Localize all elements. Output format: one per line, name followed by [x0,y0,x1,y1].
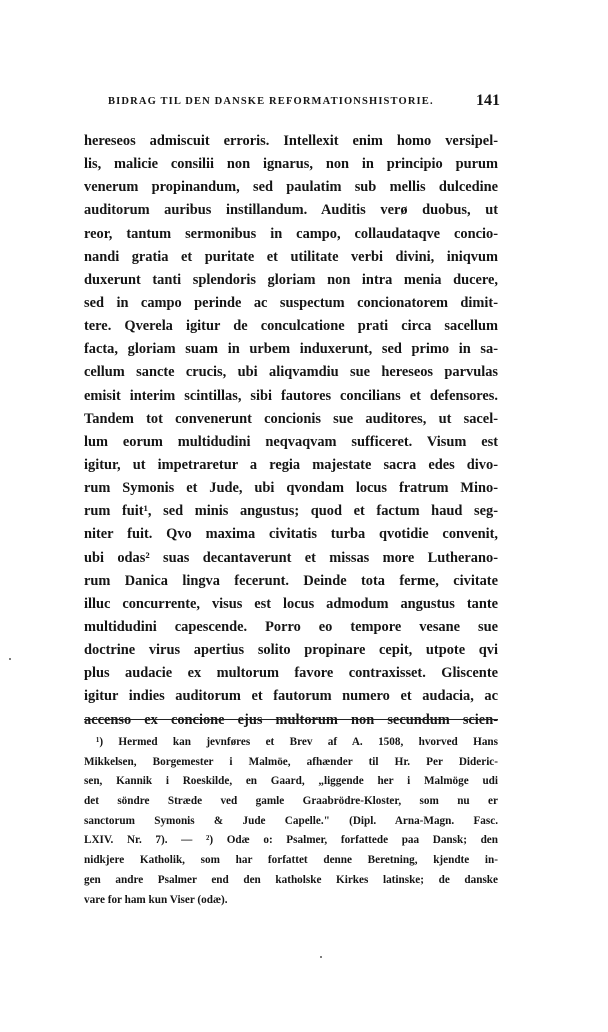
footnote-separator [84,719,498,720]
text-line: cellum sancte crucis, ubi aliqvamdiu sue hereseos parvulas [84,364,498,381]
text-line: plus audacie ex multorum favore contraxisset. Gliscente [84,665,498,682]
text-line: accenso ex concione ejus multorum non secundum scien- [84,711,498,728]
text-line: rum Danica lingva fecerunt. Deinde tota ferme, civitate [84,572,498,589]
footnote-line: det söndre Stræde ved gamle Graabrödre-Kloster, som nu er [84,795,498,808]
page-speck [320,956,322,958]
text-line: doctrine virus apertius solito propinare cepit, utpote qvi [84,642,498,659]
footnote-line: ¹) Hermed kan jevnføres et Brev af A. 1508, hvorved Hans [96,736,498,748]
text-line: rum Symonis et Jude, ubi qvondam locus fratrum Mino- [84,480,498,497]
text-line: multidudini capescende. Porro eo tempore vesane sue [84,618,498,635]
footnote-line: Mikkelsen, Borgemester i Malmöe, afhænder til Hr. Per Dideric- [84,755,498,768]
text-line: venerum propinandum, sed paulatim sub mellis dulcedine [84,179,498,196]
running-head [108,92,500,114]
text-line: emisit interim scintillas, sibi fautores concilians et defensores. [84,387,498,404]
text-line: Tandem tot convenerunt concionis sue auditores, ut sacel- [84,410,498,427]
running-title: BIDRAG TIL DEN DANSKE REFORMATIONSHISTORIE. [108,96,434,107]
text-line: igitur indies auditorum et fautorum numero et audacia, ac [84,688,498,705]
text-line: igitur, ut impetraretur a regia majestate sacra edes divo- [84,456,498,473]
margin-speck [9,658,11,660]
text-line: ubi odas² suas decantaverunt et missas more Lutherano- [84,549,498,566]
text-line: lum eorum multidudini neqvaqvam sufficeret. Visum est [84,433,498,450]
text-line: niter fuit. Qvo maxima civitatis turba qvotidie convenit, [84,526,498,543]
footnote-line: sanctorum Symonis & Jude Capelle." (Dipl. Arna-Magn. Fasc. [84,814,498,827]
text-line: nandi gratia et puritate et utilitate verbi divini, iniqvum [84,248,498,265]
main-text [84,130,498,732]
text-line: illuc concurrente, visus est locus admodum angustus tante [84,595,498,612]
text-line: reor, tantum sermonibus in campo, collaudataqve concio- [84,225,498,242]
text-line: sed in campo perinde ac suspectum concionatorem dimit- [84,294,498,311]
footnote-line: nidkjere Katholik, som har forfattet denne Beretning, kjendte in- [84,854,498,867]
footnote-line: vare for ham kun Viser (odæ). [84,893,228,906]
page-number: 141 [476,92,500,109]
footnote-line: LXIV. Nr. 7). — ²) Odæ o: Psalmer, forfattede paa Dansk; den [84,834,498,847]
text-line: auditorum auribus instillandum. Auditis verø duobus, ut [84,202,498,219]
text-line: facta, gloriam suam in urbem induxerunt, sed primo in sa- [84,341,498,358]
footnotes [84,733,498,910]
text-line: hereseos admiscuit erroris. Intellexit enim homo versipel- [84,133,498,149]
text-line: lis, malicie consilii non ignarus, non in principio purum [84,156,498,173]
text-line: rum fuit¹, sed minis angustus; quod et factum haud seg- [84,503,498,520]
footnote-line: gen andre Psalmer end den katholske Kirkes latinske; de danske [84,873,498,886]
text-line: tere. Qverela igitur de conculcatione prati circa sacellum [84,318,498,335]
text-line: duxerunt tanti splendoris gloriam non intra menia ducere, [84,271,498,288]
footnote-line: sen, Kannik i Roeskilde, en Gaard, „liggende her i Malmöge udi [84,775,498,788]
